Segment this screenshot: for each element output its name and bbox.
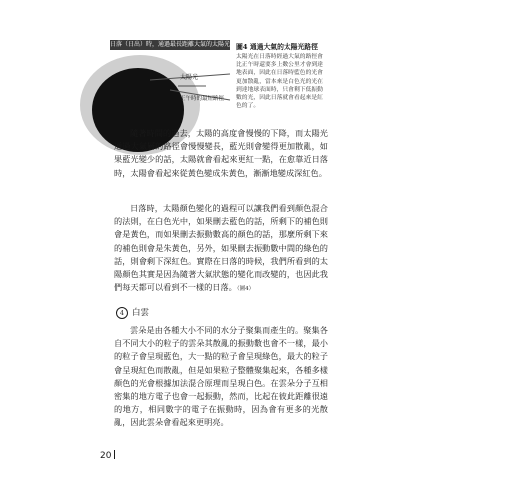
- figure-reference: （圖4）: [236, 286, 255, 293]
- caption-title: 圖4 通過大氣的太陽光路徑: [236, 43, 318, 51]
- section-number-badge: 4: [116, 307, 128, 319]
- section-heading: [116, 306, 149, 319]
- paragraph-2: [114, 202, 328, 296]
- section-title: 白雲: [132, 308, 150, 318]
- paragraph-1: 隨著時間的過去，太陽的高度會慢慢的下降，而太陽光通過大氣層的路徑會慢慢變長，藍光則會變得更加散亂，如果藍光變少的話，太陽就會看起來更紅一點，在愈靠近日落時，太陽會看起來從黃色變成朱黃色，漸漸地變成深紅色。: [114, 128, 328, 178]
- figure-illustration: [110, 50, 230, 118]
- caption-body: 太陽光在日落時經過大氣的路徑會比正午時還要多上數公里才會到達地表面，因此在日落時藍色的光會更加散亂，當本來是白色光的光在到達地球表面時，只會剩下低振動數的光，因此日落就會看起來是紅色的了。: [236, 54, 323, 110]
- figure-caption: [236, 41, 328, 110]
- noon-path-label: 正午時的最短路徑: [180, 96, 225, 102]
- page-number-text: 20: [100, 451, 112, 461]
- sunlight-label: 太陽光: [180, 74, 199, 81]
- paragraph-2-text: 日落時，太陽顏色變化的過程可以讓我們看到顏色混合的法則，在白色光中，如果刪去藍色的話，所剩下的補色則會是黃色，而如果刪去振動數高的顏色的話，那麼所剩下來的補色則會是朱黃色，另外，如果刪去振動數中間的綠色的話，則會剩下深紅色。實際在日落的時候，我們所看到的太陽顏色其實是因為隨著大氣狀態的變化而改變的，也因此我們每天都可以看到不一樣的日落。: [114, 203, 328, 293]
- paragraph-3: 雲朵是由各種大小不同的水分子聚集而產生的。聚集各自不同大小的粒子的雲朵其散亂的振動數也會不一樣，最小的粒子會呈現藍色，大一點的粒子會呈現綠色，最大的粒子會呈現紅色而散亂，但是如果粒子整體聚集起來，各種多樣顏色的光會根據加法混合原理而呈現白色。在雲朵分子互相密集的地方電子也會一起振動，然而，比起在彼此距離很遠的地方，相同數字的電子在振動時，因為會有更多的光散亂，因此雲朵會看起來更明亮。: [114, 325, 328, 428]
- figure-title: 日落（日出）時，通過最長距離大氣的太陽光的路徑: [110, 41, 249, 48]
- sunlight-path-figure: [110, 40, 249, 118]
- folio-divider: [114, 450, 115, 459]
- page-number: [100, 450, 115, 461]
